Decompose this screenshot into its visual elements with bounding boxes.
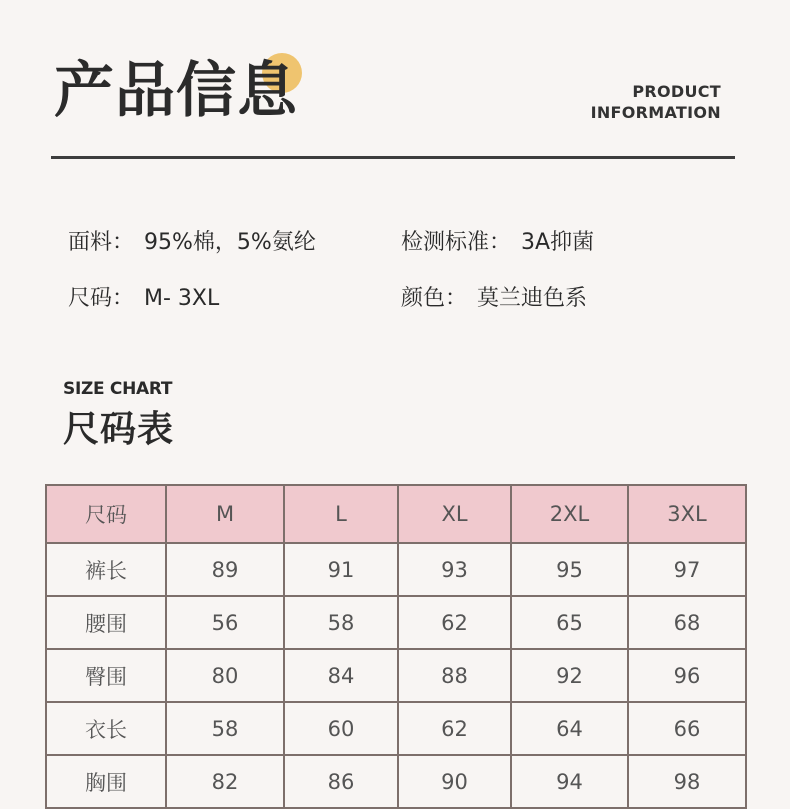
info-size: [68, 281, 219, 312]
table-row: [46, 755, 746, 808]
row-label: 臀围: [46, 649, 166, 702]
table-cell: 65: [511, 596, 628, 649]
table-cell: 60: [284, 702, 398, 755]
info-label: 颜色：: [401, 286, 468, 311]
row-label: 衣长: [46, 702, 166, 755]
table-cell: 64: [511, 702, 628, 755]
table-cell: 62: [398, 596, 511, 649]
size-table: [45, 484, 747, 809]
size-chart-title: 尺码表: [63, 409, 175, 450]
table-cell: 96: [628, 649, 746, 702]
title-block: [54, 52, 298, 130]
table-cell: 97: [628, 543, 746, 596]
table-cell: 86: [284, 755, 398, 808]
table-cell: 90: [398, 755, 511, 808]
table-cell: 88: [398, 649, 511, 702]
table-row: [46, 649, 746, 702]
info-label: 面料：: [68, 230, 135, 255]
table-cell: 93: [398, 543, 511, 596]
table-cell: 58: [166, 702, 284, 755]
table-cell: 98: [628, 755, 746, 808]
header-cell: 2XL: [511, 485, 628, 543]
info-label: 尺码：: [68, 286, 135, 311]
table-cell: 68: [628, 596, 746, 649]
table-cell: 80: [166, 649, 284, 702]
table-row: [46, 596, 746, 649]
header-cell: 3XL: [628, 485, 746, 543]
info-value: 3A抑菌: [521, 230, 595, 255]
row-label: 胸围: [46, 755, 166, 808]
table-cell: 91: [284, 543, 398, 596]
table-cell: 58: [284, 596, 398, 649]
info-label: 检测标准：: [401, 230, 512, 255]
size-chart-title-en: SIZE CHART: [63, 379, 173, 399]
page-title: 产品信息: [54, 56, 298, 126]
table-row: [46, 543, 746, 596]
table-cell: 89: [166, 543, 284, 596]
info-color: [401, 281, 587, 312]
table-cell: 56: [166, 596, 284, 649]
table-cell: 66: [628, 702, 746, 755]
page-title-en: [591, 81, 721, 123]
info-standard: [401, 225, 594, 256]
info-value: M- 3XL: [144, 286, 220, 311]
row-label: 裤长: [46, 543, 166, 596]
table-header-row: [46, 485, 746, 543]
divider: [51, 156, 735, 159]
info-value: 莫兰迪色系: [477, 286, 588, 311]
header-cell: M: [166, 485, 284, 543]
table-cell: 82: [166, 755, 284, 808]
info-fabric: [68, 225, 316, 256]
title-en-line2: INFORMATION: [590, 103, 721, 122]
table-cell: 84: [284, 649, 398, 702]
table-cell: 94: [511, 755, 628, 808]
header-cell: 尺码: [46, 485, 166, 543]
row-label: 腰围: [46, 596, 166, 649]
table-cell: 95: [511, 543, 628, 596]
table-cell: 92: [511, 649, 628, 702]
table-cell: 62: [398, 702, 511, 755]
info-value: 95%棉，5%氨纶: [144, 230, 316, 255]
title-en-line1: PRODUCT: [632, 82, 721, 101]
header-cell: L: [284, 485, 398, 543]
header-cell: XL: [398, 485, 511, 543]
table-row: [46, 702, 746, 755]
